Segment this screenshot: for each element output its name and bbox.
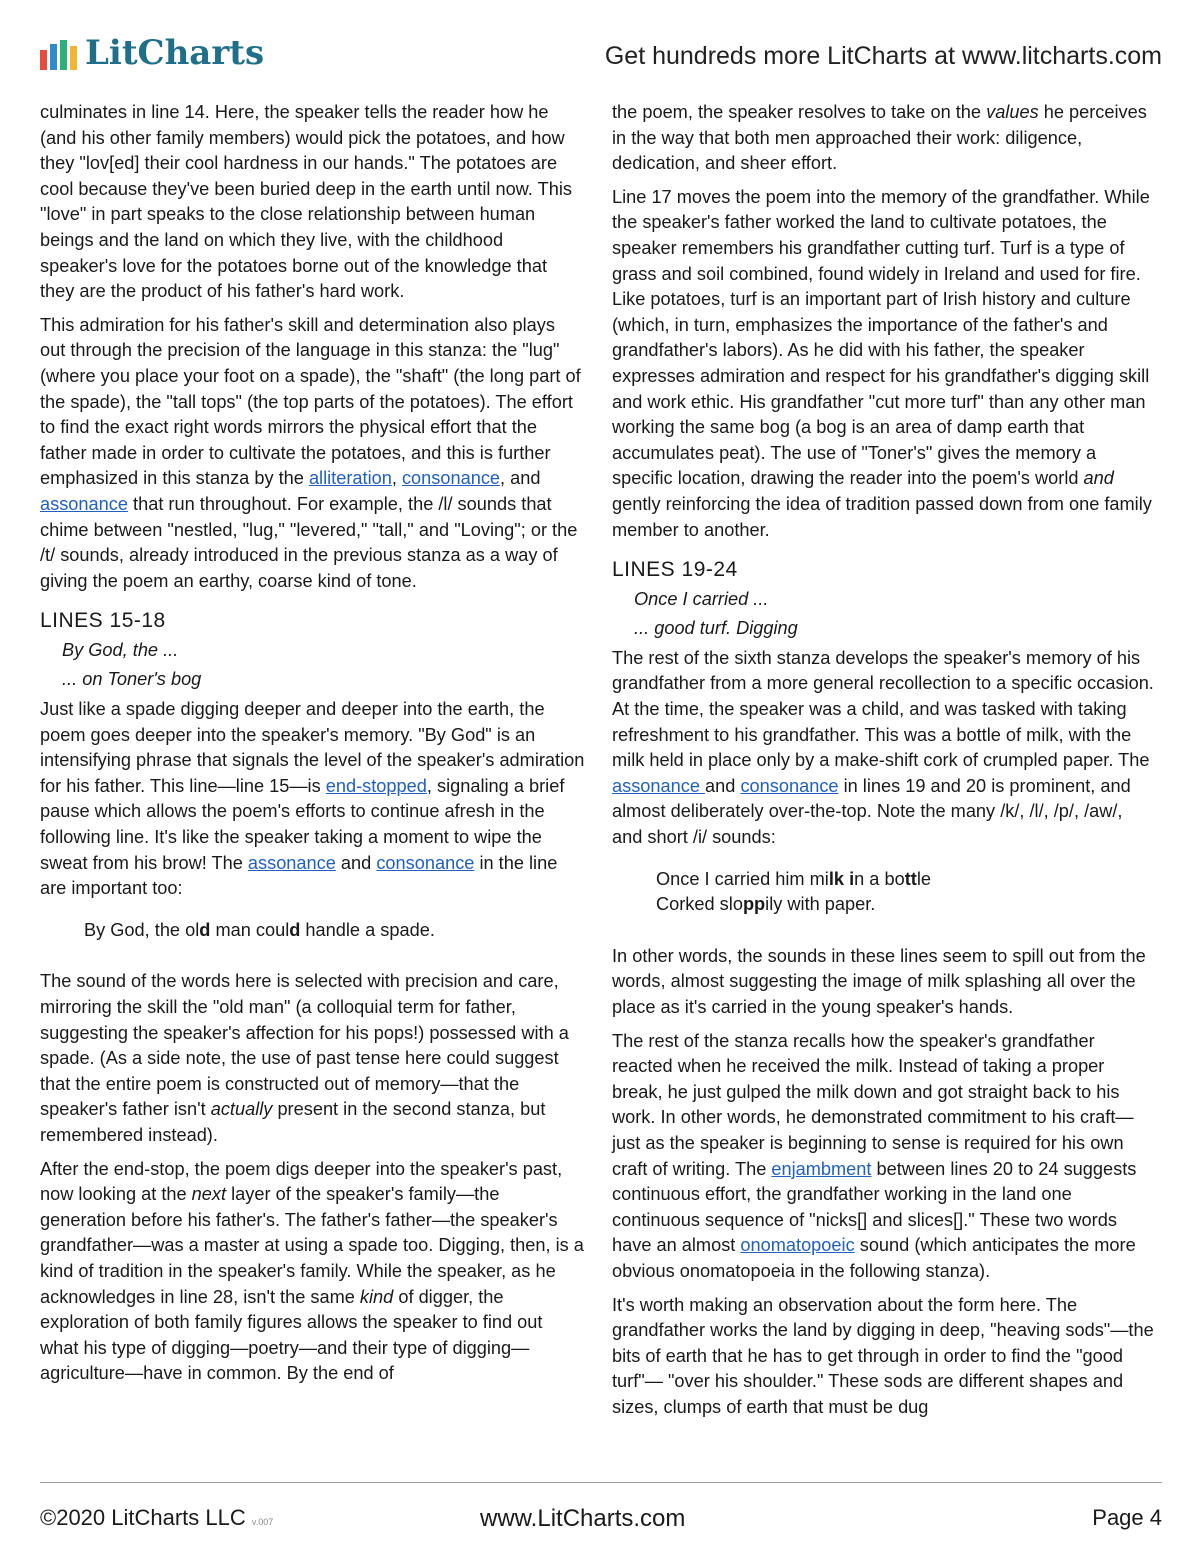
link-enjambment[interactable]: enjambment [771,1158,872,1179]
paragraph: In other words, the sounds in these lines seem to spill out from the words, almost suggesting the image of milk splashing all over the place as it's carried in the young speaker's hands. [612,945,1146,1017]
paragraph: This admiration for his father's skill and determination also plays out through the precision of the language in this stanza: the "lug" (where you place your foot on a spade), the "shaft" (the long part of the spade), the "tall tops" (the top parts of the potatoes). The effort to find the exact right words mirrors the physical effort that the father made in order to cultivate the potatoes, and this is further emphasized in this stanza by the alliteration, consonance, and assonance that run throughout. For example, the /l/ sounds that chime between "nestled, "lug," "levered," "tall," and "Loving"; or the /t/ sounds, already introduced in the previous stanza as a way of giving the poem an earthy, coarse kind of tone. [40,314,581,591]
page-number: Page 4 [1092,1505,1162,1530]
link-onomatopoeic[interactable]: onomatopoeic [740,1235,855,1256]
poem-excerpt: By God, the old man could handle a spade. [84,919,435,940]
link-consonance[interactable]: consonance [740,775,839,796]
paragraph: The rest of the stanza recalls how the speaker's grandfather reacted when he received the milk. Instead of taking a proper break, he just gulped the milk down and got straight back to his work. In other words, he demonstrated commitment to his craft—just as the speaker is beginning to sense is required for his own craft of writing. The enjambment between lines 20 to 24 suggests continuous effort, the grandfather working in the land one continuous sequence of "nicks[] and slices[]." These two words have an almost onomatopoeic sound (which anticipates the more obvious onomatopoeia in the following stanza). [612,1030,1137,1281]
logo-bar-1 [40,50,47,70]
logo-bar-3 [60,40,67,70]
paragraph: Just like a spade digging deeper and deeper into the earth, the poem goes deeper into the speaker's memory. "By God" is an intensifying phrase that signals the level of the speaker's admiration for his father. This line—line 15—is end-stopped, signaling a brief pause which allows the poem's efforts to continue afresh in the following line. It's like the speaker taking a moment to wipe the sweat from his brow! The assonance and consonance in the line are important too: [40,699,585,899]
version-label: v.007 [251,1517,274,1527]
section-heading: LINES 15-18 [40,609,166,633]
right-column [612,100,1157,1429]
section-heading: LINES 19-24 [612,558,738,582]
footer-site-link[interactable]: www.LitCharts.com [480,1505,686,1532]
quote-line: ... on Toner's bog [62,669,202,690]
paragraph: After the end-stop, the poem digs deeper into the speaker's past, now looking at the next layer of the speaker's family—the generation before his father's. The father's father—the speaker's grandfather—was a master at using a spade too. Digging, then, is a kind of tradition in the speaker's family. While the speaker, as he acknowledges in line 28, isn't the same kind of digger, the exploration of both family figures allows the speaker to find out what his type of digging—poetry—and their type of digging—agriculture—have in common. By the end of [40,1158,584,1384]
link-assonance[interactable]: assonance [247,852,336,873]
quote-line: ... good turf. Digging [634,618,798,639]
link-consonance[interactable]: consonance [376,852,475,873]
paragraph: The rest of the sixth stanza develops the speaker's memory of his grandfather from a more general recollection to a specific occasion. At the time, the speaker was a child, and was tasked with taking refreshment to his grandfather. This was a bottle of milk, with the milk held in place only by a make-shift cork of crumpled paper. The assonance and consonance in lines 19 and 20 is prominent, and almost deliberately over-the-top. Note the many /k/, /l/, /p/, /aw/, and short /i/ sounds: [612,647,1154,848]
header-tagline[interactable]: Get hundreds more LitCharts at www.litcharts.com [604,42,1162,70]
poem-line: Once I carried him milk in a bottle [656,868,931,889]
paragraph: Line 17 moves the poem into the memory of the grandfather. While the speaker's father worked the land to cultivate potatoes, the speaker remembers his grandfather cutting turf. Turf is a type of grass and soil combined, found widely in Ireland and used for fire. Like potatoes, turf is an important part of Irish history and culture (which, in turn, emphasizes the importance of the father's and grandfather's labors). As he did with his father, the speaker expresses admiration and respect for his grandfather's digging skill and work ethic. His grandfather "cut more turf" than any other man working the same bog (a bog is an area of damp earth that accumulates peat). The use of "Toner's" gives the memory a specific location, drawing the reader into the poem's world and gently reinforcing the idea of tradition passed down from one family member to another. [612,186,1152,540]
paragraph: culminates in line 14. Here, the speaker tells the reader how he (and his other family members) would pick the potatoes, and how they "lov[ed] their cool hardness in our hands." The potatoes are cool because they've been buried deep in the earth until now. This "love" in part speaks to the close relationship between human beings and the land on which they live, with the childhood speaker's love for the potatoes borne out of the knowledge that they are the product of his father's hard work. [40,102,572,302]
litcharts-logo[interactable] [40,33,265,73]
page-header [40,30,1162,80]
logo-bars-icon [40,40,77,70]
left-column [40,100,585,1395]
paragraph: the poem, the speaker resolves to take on the values he perceives in the way that both men approached their work: diligence, dedication, and sheer effort. [612,102,1147,174]
footer-divider [40,1482,1162,1483]
logo-bar-4 [70,46,77,70]
paragraph: It's worth making an observation about the form here. The grandfather works the land by digging in deep, "heaving sods"—the bits of earth that he has to get through in order to find the "good turf"— "over his shoulder." These sods are different shapes and sizes, clumps of earth that must be dug [612,1294,1154,1417]
logo-text: LitCharts [85,33,265,73]
paragraph: The sound of the words here is selected with precision and care, mirroring the skill the "old man" (a colloquial term for father, suggesting the speaker's affection for his pops!) possessed with a spade. (As a side note, the use of past tense here could suggest that the entire poem is constructed out of memory—that the speaker's father isn't actually present in the second stanza, but remembered instead). [40,971,569,1145]
poem-excerpt [656,867,1157,918]
logo-bar-2 [50,44,57,70]
link-end-stopped[interactable]: end-stopped [325,775,427,796]
poem-line: Corked sloppily with paper. [656,894,876,915]
link-assonance[interactable]: assonance [40,493,128,514]
quote-line: By God, the ... [62,639,179,660]
link-alliteration[interactable]: alliteration [308,468,392,489]
quote-line: Once I carried ... [634,588,769,609]
link-assonance[interactable]: assonance [612,775,706,796]
link-consonance[interactable]: consonance [401,468,501,489]
copyright: ©2020 LitCharts LLC v.007 [40,1505,274,1530]
